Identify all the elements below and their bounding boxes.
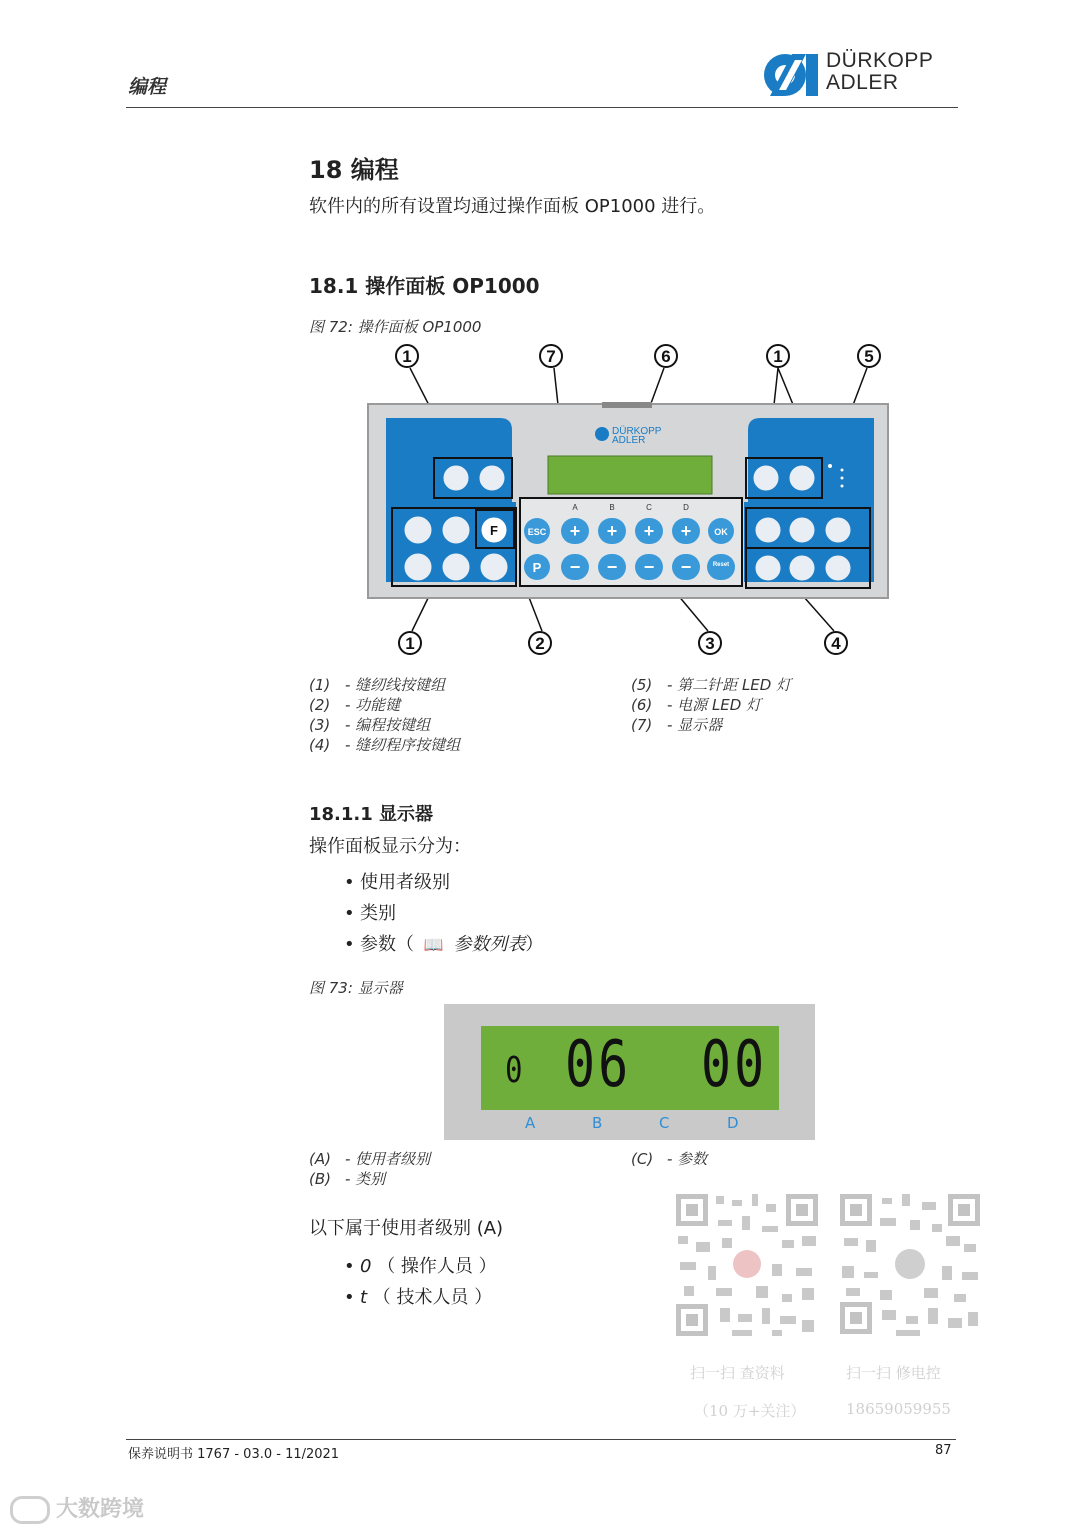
lcd-value-d: 00	[701, 1028, 768, 1102]
svg-text:P: P	[532, 560, 542, 575]
lcd-value-a: 0	[505, 1050, 523, 1091]
display-label-c: C	[659, 1114, 670, 1132]
running-header: 编程	[128, 76, 167, 98]
svg-text:−: −	[569, 557, 581, 577]
svg-text:A: A	[572, 503, 578, 512]
power-led	[602, 402, 652, 408]
subsection-title-18-1: 18.1 操作面板 OP1000	[309, 274, 540, 298]
svg-text:+: +	[680, 521, 692, 541]
svg-text:+: +	[643, 521, 655, 541]
page-number: 87	[935, 1443, 952, 1458]
subsection-title-18-1-1: 18.1.1 显示器	[309, 804, 434, 825]
list-item: • t （ 技术人员 ）	[344, 1287, 493, 1308]
qr-left-caption-1: 扫一扫 查资料	[690, 1364, 785, 1382]
callout-bottom-1-label: 1	[405, 634, 415, 653]
book-icon: 📖	[423, 935, 444, 954]
callout-bottom-3-label: 3	[705, 634, 715, 653]
display-figure	[444, 1004, 815, 1140]
logo-text: DÜRKOPP ADLER	[826, 49, 934, 94]
svg-text:DÜRKOPP: DÜRKOPP	[612, 426, 662, 437]
svg-text:+: +	[569, 521, 581, 541]
svg-text:−: −	[680, 557, 692, 577]
panel-lcd	[548, 456, 712, 494]
footer-doc-id: 保养说明书 1767 - 03.0 - 11/2021	[128, 1447, 340, 1462]
svg-text:−: −	[643, 557, 655, 577]
qr-code-right-icon	[836, 1190, 984, 1338]
svg-text:ESC: ESC	[527, 527, 547, 537]
qr-right-caption-2: 18659059955	[846, 1400, 951, 1418]
list-item: • 参数（ 📖 参数列表）	[344, 934, 544, 955]
list-item: • 0 （ 操作人员 ）	[344, 1256, 497, 1277]
duerkopp-logo-icon	[762, 52, 820, 98]
svg-text:−: −	[606, 557, 618, 577]
svg-text:F: F	[490, 523, 498, 538]
watermark-logo-icon	[10, 1496, 50, 1524]
user-level-list	[344, 1252, 497, 1314]
user-level-title: 以下属于使用者级别 (A)	[309, 1218, 504, 1239]
display-label-a: A	[525, 1114, 536, 1132]
callout-top-7-label: 7	[546, 347, 556, 366]
svg-text:B: B	[609, 503, 615, 512]
qr-code-left-icon	[672, 1190, 822, 1340]
svg-text:+: +	[606, 521, 618, 541]
callout-top-1a-label: 1	[402, 347, 412, 366]
svg-text:ADLER: ADLER	[612, 435, 646, 446]
svg-text:OK: OK	[714, 527, 728, 537]
callout-top-6-label: 6	[661, 347, 671, 366]
watermark: 大数跨境	[10, 1492, 144, 1524]
figure-caption-73: 图 73: 显示器	[309, 979, 403, 997]
list-item: • 使用者级别	[344, 872, 450, 893]
lcd-screen	[481, 1026, 779, 1110]
figure-73-legend-right: (C) - 参数	[631, 1150, 708, 1168]
op1000-panel-figure	[360, 338, 900, 660]
figure-caption-72: 图 72: 操作面板 OP1000	[309, 318, 482, 336]
header-rule	[126, 107, 958, 108]
parameter-list-link[interactable]: 参数列表	[453, 934, 526, 955]
section-title: 18 编程	[309, 156, 399, 184]
lcd-value-b: 06	[565, 1028, 632, 1102]
display-intro: 操作面板显示分为：	[309, 836, 471, 857]
callout-bottom-2-label: 2	[535, 634, 545, 653]
figure-72-legend-right: (5) - 第二针距 LED 灯 (6) - 电源 LED 灯 (7) - 显示器	[631, 676, 792, 734]
qr-right-caption-1: 扫一扫 修电控	[846, 1364, 941, 1382]
figure-72-legend-left: (1) - 缝纫线按键组 (2) - 功能键 (3) - 编程按键组 (4) - 缝纫程序按键组	[309, 676, 461, 754]
display-label-d: D	[727, 1114, 739, 1132]
svg-text:C: C	[646, 503, 652, 512]
list-item: • 类别	[344, 903, 396, 924]
svg-text:Reset: Reset	[712, 562, 730, 568]
figure-73-legend-left: (A) - 使用者级别 (B) - 类别	[309, 1150, 431, 1188]
svg-text:D: D	[683, 503, 689, 512]
callout-top-1b-label: 1	[773, 347, 783, 366]
callout-top-5-label: 5	[864, 347, 874, 366]
footer-rule	[126, 1439, 956, 1440]
section-intro: 软件内的所有设置均通过操作面板 OP1000 进行。	[309, 196, 716, 217]
qr-left-caption-2: （10 万+关注）	[694, 1402, 806, 1420]
display-parts-list	[344, 868, 543, 961]
display-label-b: B	[592, 1114, 603, 1132]
callout-bottom-4-label: 4	[831, 634, 841, 653]
